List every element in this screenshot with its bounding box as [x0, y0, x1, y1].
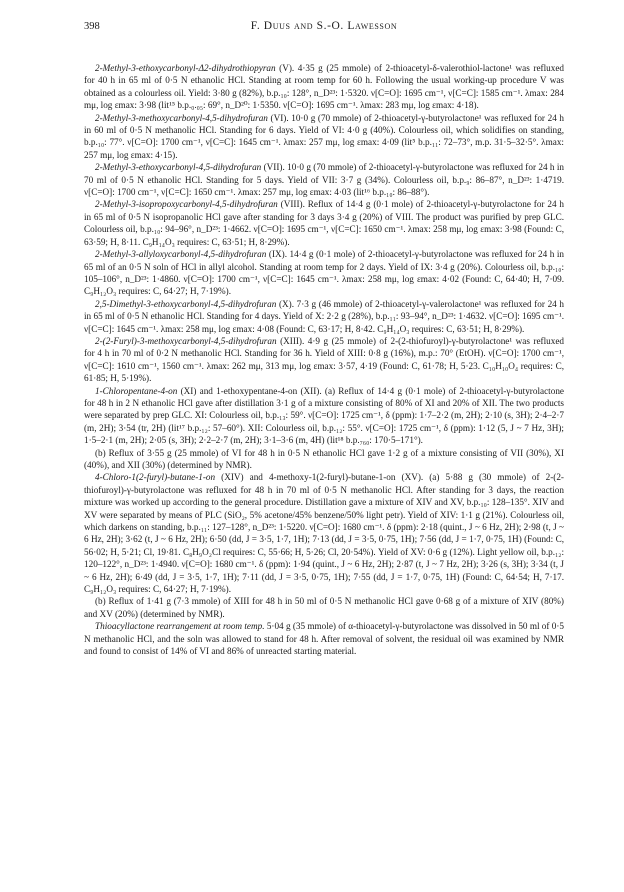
paragraph-title: 1-Chloropentane-4-on: [95, 385, 178, 396]
paragraph-title: 4-Chloro-1(2-furyl)-butane-1-on: [95, 472, 216, 483]
paragraph-rearrangement: [84, 620, 564, 657]
paragraph-compound-viii: [84, 198, 564, 248]
paragraph-compounds-xi-xii-b: [84, 447, 564, 472]
paragraph-title: 2,5-Dimethyl-3-ethoxycarbonyl-4,5-dihydrofuran: [95, 298, 277, 309]
paragraph-text: (IX). 14·4 g (0·1 mole) of 2-thioacetyl-γ-butyrolactone was refluxed for 24 h in 65 ml of an 0·5 N soln of HCl in allyl alcohol. Standing at room temp for 2 days. Yield of IX: 3·4 g (20%). Colourless oil, b.p.₁₀: 105–106°, n_D²³: 1·4860. ν[C=O]: 1700 cm⁻¹, ν[C=C]: 1645 cm⁻¹. λmax: 258 mμ, log εmax: 4·02 (Found: C, 64·40; H, 7·09. C₉H₁₂O₃ requires: C, 64·27; H, 7·19%).: [84, 249, 564, 297]
paragraph-compounds-xiv-xv-b: [84, 595, 564, 620]
paragraph-title: 2-Methyl-3-isopropoxycarbonyl-4,5-dihydrofuran: [95, 199, 278, 210]
paragraph-text: 5·04 g (35 mmole) of α-thioacetyl-γ-butyrolactone was dissolved in 50 ml of 0·5 N methanolic HCl, and the soln was allowed to stand for 48 h. After removal of solvent, the residual oil was examined by NMR and found to consist of 14% of VI and 86% of unreacted starting material.: [84, 621, 565, 657]
paragraph-compound-vii: [84, 161, 564, 198]
paragraph-compound-vi: [84, 112, 564, 162]
paragraph-text: (XI) and 1-ethoxypentane-4-on (XII). (a) Reflux of 14·4 g (0·1 mole) of 2-thioacetyl-γ-butyrolactone for 48 h in 2 N ethanolic HCl gave after distillation 3·1 g of a mixture consisting of 80% of XI and 20% of XII. The two products were separated by prep GLC. XI: Colourless oil, b.p.₁₃: 59°. ν[C=O]: 1725 cm⁻¹, δ (ppm): 1·7–2·2 (m, 2H); 2·10 (s, 3H); 2·4–2·7 (m, 2H); 3·54 (tr, 2H) (lit¹⁷ b.p.₁₂: 57–60°). XII: Colourless oil, b.p.₁₂: 55°. ν[C=O]: 1725 cm⁻¹, δ (ppm): 1·12 (5, J ~ 7 Hz, 3H); 1·5–2·1 (m, 2H); 2·05 (s, 3H); 2·2–2·7 (m, 2H); 3·1–3·6 (m, 4H) (lit¹⁸ b.p.₇₆₀: 170·5–171°).: [84, 385, 564, 446]
paragraph-text: (b) Reflux of 1·41 g (7·3 mmole) of XIII for 48 h in 50 ml of 0·5 N methanolic HCl gave 0·68 g of a mixture of XIV (80%) and XV (20%) (determined by NMR).: [84, 596, 564, 619]
paragraph-title: 2-Methyl-3-ethoxycarbonyl-4,5-dihydrofuran: [95, 162, 262, 173]
paragraph-title: 2-Methyl-3-methoxycarbonyl-4,5-dihydrofuran: [95, 112, 268, 123]
paragraph-text: (VII). 10·0 g (70 mmole) of 2-thioacetyl-γ-butyrolactone was refluxed for 24 h in 70 ml of 0·5 N ethanolic HCl. Standing for 5 days. Yield of VII: 3·7 g (34%). Colourless oil, b.p.₉: 86–87°, n_D²³: 1·4719. ν[C=O]: 1700 cm⁻¹, ν[C=C]: 1650 cm⁻¹. λmax: 257 mμ, log εmax: 4·03 (lit¹⁶ b.p.₁₀: 86–88°).: [84, 162, 564, 198]
paragraph-text: (XIV) and 4-methoxy-1(2-furyl)-butane-1-on (XV). (a) 5·88 g (30 mmole) of 2-(2-thiofuroyl)-γ-butyrolactone was refluxed for 48 h in 70 ml of 0·5 N methanolic HCl. After standing for 3 days, the reaction mixture was worked up according to the general procedure. Distillation gave a mixture of XIV and XV, b.p.₁₀: 128–135°. XIV and XV were separated by means of PLC (SiO₂, 5% acetone/45% benzene/50% light petr). Yield of XIV: 1·1 g (21%). Colourless oil, which darkens on standing, b.p.₁₁: 127–128°, n_D²³: 1·5220. ν[C=O]: 1680 cm⁻¹. δ (ppm): 2·18 (quint., J ~ 6 Hz, 2H); 2·98 (t, J ~ 6 Hz, 2H); 3·62 (t, J ~ 6 Hz, 2H); 6·50 (dd, J = 3·5, 1·7, 1H); 7·13 (dd, J = 3·5, 0·75, 1H); 7·56 (dd, J = 1·7, 0·75, 1H) (Found: C, 56·02; H, 5·21; Cl, 19·81. C₈H₉O₂Cl requires: C, 55·66; H, 5·26; Cl, 20·54%). Yield of XV: 0·6 g (12%). Light yellow oil, b.p.₁₂: 120–122°, n_D²³: 1·4940. ν[C=O]: 1680 cm⁻¹. δ (ppm): 1·94 (quint., J ~ 6 Hz, 2H); 2·87 (t, J ~ 7 Hz, 2H); 3·26 (s, 3H); 3·34 (t, J ~ 6 Hz, 2H); 6·49 (dd, J = 3·5, 1·7, 1H); 7·11 (dd, J = 3·5, 0·75, 1H); 7·55 (dd, J = 1·7, 0·75, 1H) (Found: C, 64·54; H, 7·17. C₉H₁₂O₃ requires: C, 64·27; H, 7·19%).: [84, 472, 564, 595]
paragraph-text: (VIII). Reflux of 14·4 g (0·1 mole) of 2-thioacetyl-γ-butyrolactone for 24 h in 65 ml of 0·5 N isopropanolic HCl gave after standing for 3 days 3·4 g (20%) of VIII. The product was purified by prep GLC. Colourless oil, b.p.₁₀: 94–96°, n_D²³: 1·4662. ν[C=O]: 1695 cm⁻¹, ν[C=C]: 1650 cm⁻¹. λmax: 258 mμ, log εmax: 3·98 (Found: C, 63·59; H, 8·11. C₉H₁₄O₃ requires: C, 63·51; H, 8·29%).: [84, 199, 564, 247]
paragraph-text: (XIII). 4·9 g (25 mmole) of 2-(2-thiofuroyl)-γ-butyrolactone¹ was refluxed for 4 h in 70 ml of 0·2 N methanolic HCl. Standing for 36 h. Yield of XIII: 0·8 g (16%), m.p.: 70° (EtOH). ν[C=O]: 1700 cm⁻¹, ν[C=C]: 1610 cm⁻¹, 1560 cm⁻¹. λmax: 262 mμ, 313 mμ, log εmax: 3·57, 4·19 (Found: C, 61·78; H, 5·23. C₁₀H₁₀O₄ requires: C, 61·85; H, 5·19%).: [84, 335, 564, 384]
paragraph-text: (VI). 10·0 g (70 mmole) of 2-thioacetyl-γ-butyrolactone¹ was refluxed for 24 h in 60 ml of 0·5 N methanolic HCl. Standing for 6 days. Yield of VI: 4·0 g (40%). Colourless oil, which solidifies on standing, b.p.₁₀: 77°. ν[C=O]: 1700 cm⁻¹, ν[C=C]: 1645 cm⁻¹. λmax: 257 mμ, log εmax: 4·09 (lit⁵ b.p.₁₁: 72–73°, m.p. 31·5–32·5°. λmax: 257 mμ, log εmax: 4·15).: [84, 112, 564, 160]
paragraph-text: (V). 4·35 g (25 mmole) of 2-thioacetyl-δ-valerothiol-lactone¹ was refluxed for 40 h in 65 ml of 0·5 N ethanolic HCl. Standing at room temp for 60 h. Following the usual working-up procedure V was obtained as a colourless oil. Yield: 3·80 g (82%), b.p.₁₀: 128°, n_D²³: 1·5320. ν[C=O]: 1695 cm⁻¹, ν[C=C]: 1585 cm⁻¹. λmax: 284 mμ, log εmax: 3·98 (lit¹⁵ b.p.₀.₀₅: 69°, n_D²⁰: 1·5350. ν[C=O]: 1695 cm⁻¹. λmax: 283 mμ, log εmax: 4·18).: [84, 63, 564, 111]
paragraph-compound-ix: [84, 248, 564, 298]
paragraph-text: (X). 7·3 g (46 mmole) of 2-thioacetyl-γ-valerolactone¹ was refluxed for 24 h in 65 ml of 0·5 N ethanolic HCl. Standing for 4 days. Yield of X: 2·2 g (28%), b.p.₁₁: 93–94°, n_D²³: 1·4632. ν[C=O]: 1695 cm⁻¹. ν[C=C]: 1645 cm⁻¹. λmax: 258 mμ, log εmax: 4·08 (Found: C, 63·17; H, 8·42. C₉H₁₄O₃ requires: C, 63·51; H, 8·29%).: [84, 298, 564, 334]
paragraph-compound-x: [84, 298, 564, 335]
running-title: F. Duus and S.-O. Lawesson: [250, 20, 398, 32]
paragraph-title: Thioacyllactone rearrangement at room temp.: [95, 621, 265, 632]
paragraph-compounds-xiv-xv: [84, 471, 564, 595]
paragraph-compounds-xi-xii: [84, 385, 564, 447]
page-header: [84, 20, 564, 40]
paragraph-compound-v: [84, 62, 564, 112]
paragraph-text: (b) Reflux of 3·55 g (25 mmole) of VI for 48 h in 0·5 N ethanolic HCl gave 1·2 g of a mixture consisting of VII (30%), XI (40%), and XII (30%) (determined by NMR).: [84, 447, 564, 470]
paragraph-title: 2-Methyl-3-ethoxycarbonyl-Δ2-dihydrothiopyran: [95, 63, 276, 73]
paragraph-compound-xiii: [84, 335, 564, 385]
paragraph-title: 2-Methyl-3-allyloxycarbonyl-4,5-dihydrofuran: [95, 249, 267, 260]
experimental-text: [84, 62, 564, 658]
paragraph-title: 2-(2-Furyl)-3-methoxycarbonyl-4,5-dihydrofuran: [95, 335, 277, 346]
page-number: 398: [84, 21, 100, 32]
